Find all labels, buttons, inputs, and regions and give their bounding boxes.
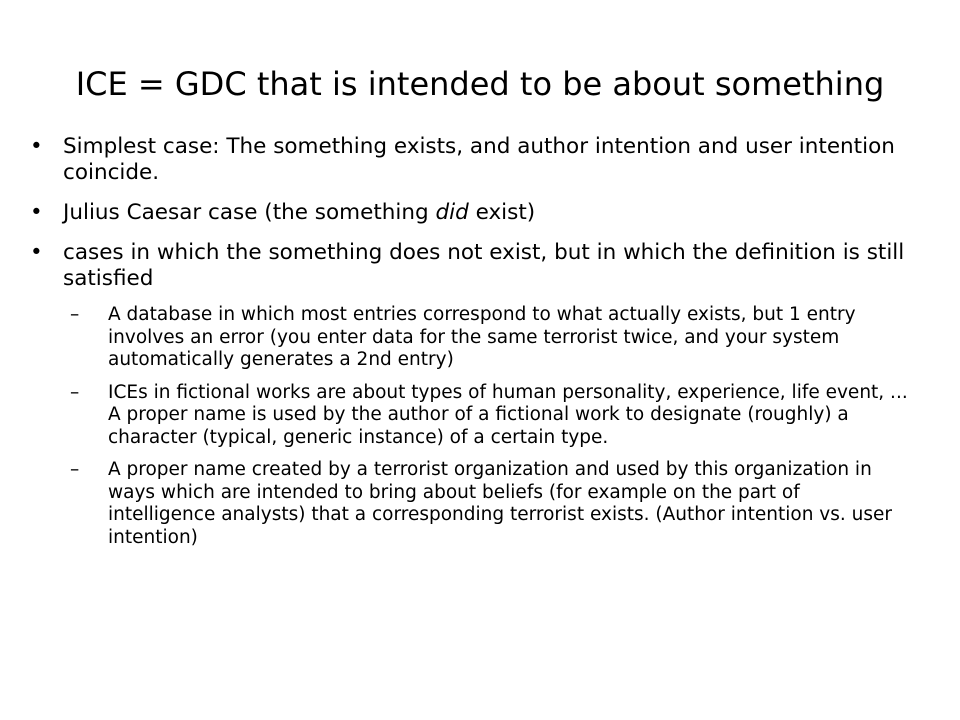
sub-bullet-list	[30, 304, 910, 549]
bullet-text: Simplest case: The something exists, and author intention and user intention coincide.	[63, 134, 895, 185]
sub-bullet-text: A proper name created by a terrorist organization and used by this organization in ways which are intended to bring about beliefs (for example on the part of intelligence analysts) that a corresponding terrorist exists. (Author intention vs. user intention)	[108, 459, 893, 548]
bullet-julius-caesar	[30, 200, 910, 226]
bullet-simplest-case	[30, 134, 910, 186]
sub-bullet-fiction	[30, 382, 910, 450]
slide-body	[30, 134, 910, 559]
bullet-marker: •	[30, 240, 43, 265]
dash-marker: –	[70, 381, 80, 403]
sub-bullet-terrorist-name	[30, 459, 910, 549]
bullet-text-pre: Julius Caesar case (the something	[63, 200, 436, 225]
bullet-nonexistent-cases	[30, 240, 910, 292]
bullet-marker: •	[30, 200, 43, 225]
slide-title: ICE = GDC that is intended to be about something	[75, 65, 885, 103]
sub-bullet-text: A database in which most entries correspond to what actually exists, but 1 entry involves an error (you enter data for the same terrorist twice, and your system automatically generates a 2nd entry)	[108, 304, 856, 370]
sub-bullet-database	[30, 304, 910, 372]
bullet-text: cases in which the something does not exist, but in which the definition is still satisfied	[63, 240, 905, 291]
dash-marker: –	[70, 459, 80, 480]
bullet-text-emphasis: did	[435, 200, 469, 225]
sub-bullet-text: ICEs in fictional works are about types of human personality, experience, life event, ... A proper name is used by the author of a fictional work to designate (roughly) a character (typical, generic instance) of a certain type.	[108, 381, 908, 448]
bullet-text-post: exist)	[468, 200, 536, 225]
bullet-marker: •	[30, 134, 43, 159]
dash-marker: –	[70, 304, 80, 325]
